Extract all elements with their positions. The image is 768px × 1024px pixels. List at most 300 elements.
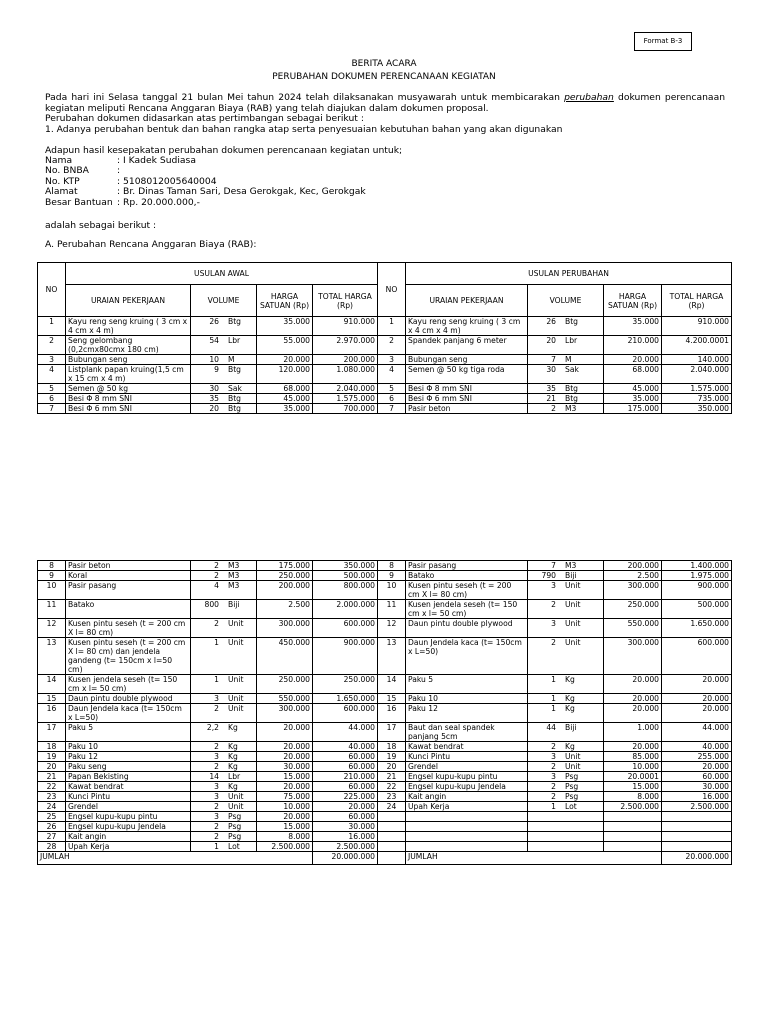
volume-qty: 20: [209, 404, 219, 413]
volume-qty: 2: [214, 571, 219, 580]
no-cell: 20: [38, 762, 66, 772]
no-cell: 16: [378, 704, 406, 723]
volume-unit: Unit: [228, 619, 244, 628]
no-cell: [378, 832, 406, 842]
volume-unit: Psg: [565, 772, 579, 781]
harga-cell: 1.000: [604, 723, 662, 742]
uraian-cell: Bubungan seng: [66, 355, 191, 365]
volume-qty: 1: [214, 842, 219, 851]
volume-qty: 2: [551, 638, 556, 647]
total-cell: 500.000: [313, 571, 378, 581]
total-cell: 16.000: [662, 792, 732, 802]
volume-cell: [191, 561, 257, 571]
harga-cell: 550.000: [257, 694, 313, 704]
table-row: [38, 704, 732, 723]
uraian-cell: Kusen pintu seseh (t = 200 cm X l= 80 cm): [66, 619, 191, 638]
no-cell: 15: [378, 694, 406, 704]
volume-cell: [191, 822, 257, 832]
harga-cell: 68.000: [257, 384, 313, 394]
no-cell: 11: [378, 600, 406, 619]
no-cell: 4: [38, 365, 66, 384]
field-value: : 5108012005640004: [117, 175, 217, 187]
intro-line-1-underlined: perubahan: [564, 92, 614, 103]
harga-cell: 35.000: [604, 317, 662, 336]
no-cell: 12: [378, 619, 406, 638]
header-total: TOTAL HARGA (Rp): [662, 285, 732, 317]
no-cell: 26: [38, 822, 66, 832]
table-row: [38, 404, 732, 414]
volume-cell: [528, 581, 604, 600]
table-row: [38, 822, 732, 832]
total-cell: 16.000: [313, 832, 378, 842]
volume-unit: Btg: [228, 365, 242, 374]
volume-cell: [191, 802, 257, 812]
no-cell: 25: [38, 812, 66, 822]
uraian-cell: Paku 5: [66, 723, 191, 742]
uraian-cell: Grendel: [406, 762, 528, 772]
total-cell: 600.000: [313, 704, 378, 723]
volume-cell: [191, 581, 257, 600]
uraian-cell: Engsel kupu-kupu Jendela: [66, 822, 191, 832]
no-cell: 7: [378, 404, 406, 414]
header-volume: VOLUME: [191, 285, 257, 317]
harga-cell: 20.000: [257, 723, 313, 742]
field-bantuan: [45, 198, 366, 208]
total-cell: 200.000: [313, 355, 378, 365]
total-cell: 350.000: [313, 561, 378, 571]
volume-cell: [528, 742, 604, 752]
no-cell: 16: [38, 704, 66, 723]
volume-cell: [528, 336, 604, 355]
total-cell: 60.000: [662, 772, 732, 782]
header-usulan-perubahan: USULAN PERUBAHAN: [406, 263, 732, 285]
table-row: [38, 723, 732, 742]
no-cell: 24: [378, 802, 406, 812]
harga-cell: 10.000: [257, 802, 313, 812]
volume-cell: [191, 571, 257, 581]
volume-cell: [191, 336, 257, 355]
no-cell: 22: [378, 782, 406, 792]
uraian-cell: Papan Bekisting: [66, 772, 191, 782]
no-cell: 6: [378, 394, 406, 404]
harga-cell: 2.500.000: [257, 842, 313, 852]
no-cell: 9: [38, 571, 66, 581]
volume-unit: Unit: [228, 675, 244, 684]
total-cell: 1.400.000: [662, 561, 732, 571]
table-row: [38, 394, 732, 404]
uraian-cell: Koral: [66, 571, 191, 581]
uraian-cell: Kait angin: [66, 832, 191, 842]
volume-cell: [191, 675, 257, 694]
no-cell: 17: [378, 723, 406, 742]
table-row: [38, 802, 732, 812]
intro-line-1-a: Pada hari ini Selasa tanggal 21 bulan Mei tahun 2024 telah dilaksanakan musyawarah untuk membicarakan: [45, 92, 560, 103]
no-cell: 8: [378, 561, 406, 571]
jumlah-awal: 20.000.000: [313, 852, 378, 865]
volume-cell: [191, 832, 257, 842]
harga-cell: 250.000: [604, 600, 662, 619]
volume-qty: 35: [546, 384, 556, 393]
uraian-cell: Kawat bendrat: [406, 742, 528, 752]
harga-cell: 250.000: [257, 571, 313, 581]
total-cell: 60.000: [313, 762, 378, 772]
total-cell: 20.000: [662, 694, 732, 704]
header-usulan-awal: USULAN AWAL: [66, 263, 378, 285]
harga-cell: 20.000: [257, 355, 313, 365]
total-cell: 40.000: [313, 742, 378, 752]
jumlah-spacer: [378, 852, 406, 865]
total-cell: 900.000: [662, 581, 732, 600]
total-cell: 700.000: [313, 404, 378, 414]
jumlah-perubahan: 20.000.000: [662, 852, 732, 865]
volume-unit: M3: [228, 581, 240, 590]
uraian-cell: [406, 822, 528, 832]
no-cell: 3: [38, 355, 66, 365]
table-row: [38, 742, 732, 752]
volume-cell: [191, 404, 257, 414]
total-cell: [662, 842, 732, 852]
uraian-cell: Besi Φ 8 mm SNI: [406, 384, 528, 394]
volume-cell: [191, 742, 257, 752]
harga-cell: 200.000: [257, 581, 313, 600]
volume-cell: [191, 723, 257, 742]
harga-cell: [604, 822, 662, 832]
volume-qty: 2: [214, 762, 219, 771]
harga-cell: 300.000: [604, 638, 662, 675]
volume-cell: [528, 812, 604, 822]
volume-qty: 3: [214, 782, 219, 791]
recipient-fields: [45, 156, 366, 208]
volume-cell: [191, 772, 257, 782]
table-row: [38, 694, 732, 704]
uraian-cell: [406, 832, 528, 842]
total-cell: 20.000: [662, 675, 732, 694]
total-cell: 30.000: [313, 822, 378, 832]
uraian-cell: Daun Jendela kaca (t= 150cm x L=50): [406, 638, 528, 675]
header-uraian: URAIAN PEKERJAAN: [66, 285, 191, 317]
table-row: [38, 355, 732, 365]
no-cell: [378, 812, 406, 822]
volume-qty: 2: [214, 704, 219, 713]
uraian-cell: [406, 842, 528, 852]
harga-cell: 68.000: [604, 365, 662, 384]
volume-qty: 30: [209, 384, 219, 393]
volume-cell: [191, 694, 257, 704]
volume-qty: 3: [214, 694, 219, 703]
volume-unit: Psg: [228, 812, 242, 821]
volume-cell: [528, 404, 604, 414]
intro-line-1: [45, 93, 725, 103]
total-cell: 1.650.000: [662, 619, 732, 638]
table-row: [38, 792, 732, 802]
volume-qty: 1: [214, 638, 219, 647]
uraian-cell: Listplank papan kruing(1,5 cm x 15 cm x 4 m): [66, 365, 191, 384]
no-cell: 13: [38, 638, 66, 675]
volume-unit: Unit: [228, 704, 244, 713]
header-harga: HARGA SATUAN (Rp): [257, 285, 313, 317]
volume-unit: Btg: [565, 394, 579, 403]
volume-cell: [528, 619, 604, 638]
total-cell: 800.000: [313, 581, 378, 600]
harga-cell: 175.000: [257, 561, 313, 571]
table-row: [38, 619, 732, 638]
volume-qty: 790: [541, 571, 556, 580]
harga-cell: [604, 842, 662, 852]
uraian-cell: Kunci Pintu: [66, 792, 191, 802]
no-cell: 1: [38, 317, 66, 336]
total-cell: 910.000: [313, 317, 378, 336]
harga-cell: 20.000: [604, 694, 662, 704]
no-cell: 13: [378, 638, 406, 675]
volume-cell: [191, 384, 257, 394]
volume-qty: 30: [546, 365, 556, 374]
total-cell: 350.000: [662, 404, 732, 414]
no-cell: 19: [38, 752, 66, 762]
uraian-cell: Pasir pasang: [406, 561, 528, 571]
volume-unit: Unit: [565, 762, 581, 771]
volume-cell: [191, 365, 257, 384]
volume-cell: [191, 704, 257, 723]
intro-line-3: Perubahan dokumen didasarkan atas pertimbangan sebagai berikut :: [45, 113, 364, 124]
volume-unit: Kg: [228, 762, 238, 771]
volume-qty: 3: [551, 752, 556, 761]
uraian-cell: Daun pintu double plywood: [406, 619, 528, 638]
uraian-cell: Kunci Pintu: [406, 752, 528, 762]
volume-unit: Unit: [565, 619, 581, 628]
volume-qty: 2: [214, 742, 219, 751]
total-cell: 225.000: [313, 792, 378, 802]
uraian-cell: Kusen jendela seseh (t= 150 cm x l= 50 cm): [406, 600, 528, 619]
volume-unit: Unit: [565, 600, 581, 609]
volume-unit: Lbr: [228, 772, 241, 781]
harga-cell: 45.000: [257, 394, 313, 404]
agreement-text: Adapun hasil kesepakatan perubahan dokumen perencanaan kegiatan untuk;: [45, 145, 403, 156]
volume-unit: Lot: [565, 802, 577, 811]
jumlah-label: JUMLAH: [38, 852, 313, 865]
harga-cell: 250.000: [257, 675, 313, 694]
uraian-cell: Paku seng: [66, 762, 191, 772]
no-cell: 11: [38, 600, 66, 619]
uraian-cell: Batako: [66, 600, 191, 619]
volume-qty: 10: [209, 355, 219, 364]
table-row: [38, 638, 732, 675]
intro-line-1-b: dokumen perencanaan: [618, 92, 726, 103]
no-cell: 14: [378, 675, 406, 694]
harga-cell: 300.000: [257, 704, 313, 723]
volume-cell: [528, 317, 604, 336]
volume-cell: [191, 782, 257, 792]
no-cell: 2: [38, 336, 66, 355]
uraian-cell: Semen @ 50 kg: [66, 384, 191, 394]
header-total: TOTAL HARGA (Rp): [313, 285, 378, 317]
harga-cell: 10.000: [604, 762, 662, 772]
volume-qty: 2: [551, 792, 556, 801]
harga-cell: 2.500: [257, 600, 313, 619]
volume-unit: Unit: [565, 581, 581, 590]
no-cell: 12: [38, 619, 66, 638]
volume-cell: [191, 355, 257, 365]
harga-cell: 300.000: [604, 581, 662, 600]
total-cell: 250.000: [313, 675, 378, 694]
no-cell: 22: [38, 782, 66, 792]
table-row: [38, 336, 732, 355]
no-cell: 5: [38, 384, 66, 394]
total-cell: 1.650.000: [313, 694, 378, 704]
uraian-cell: Engsel kupu-kupu pintu: [66, 812, 191, 822]
harga-cell: 550.000: [604, 619, 662, 638]
total-cell: 44.000: [313, 723, 378, 742]
volume-cell: [191, 842, 257, 852]
intro-line-4: 1. Adanya perubahan bentuk dan bahan rangka atap serta penyesuaian kebutuhan bahan yang akan digunakan: [45, 124, 563, 135]
harga-cell: 8.000: [257, 832, 313, 842]
field-label: Nama: [45, 155, 73, 166]
uraian-cell: Besi Φ 6 mm SNI: [406, 394, 528, 404]
uraian-cell: Grendel: [66, 802, 191, 812]
volume-qty: 3: [551, 581, 556, 590]
header-uraian: URAIAN PEKERJAAN: [406, 285, 528, 317]
volume-qty: 3: [214, 752, 219, 761]
harga-cell: 55.000: [257, 336, 313, 355]
total-cell: 20.000: [313, 802, 378, 812]
uraian-cell: Upah Kerja: [406, 802, 528, 812]
uraian-cell: Kait angin: [406, 792, 528, 802]
volume-qty: 3: [551, 772, 556, 781]
volume-unit: Biji: [565, 571, 577, 580]
total-cell: 2.040.000: [313, 384, 378, 394]
total-cell: 30.000: [662, 782, 732, 792]
uraian-cell: Besi Φ 8 mm SNI: [66, 394, 191, 404]
field-nama: [45, 156, 366, 166]
harga-cell: 45.000: [604, 384, 662, 394]
total-cell: 1.575.000: [662, 384, 732, 394]
harga-cell: 35.000: [257, 317, 313, 336]
no-cell: 27: [38, 832, 66, 842]
volume-qty: 26: [546, 317, 556, 326]
uraian-cell: Kayu reng seng kruing ( 3 cm x 4 cm x 4 m): [406, 317, 528, 336]
table-row: [38, 581, 732, 600]
volume-unit: Biji: [565, 723, 577, 732]
uraian-cell: Pasir beton: [406, 404, 528, 414]
harga-cell: 75.000: [257, 792, 313, 802]
volume-cell: [528, 571, 604, 581]
no-cell: 19: [378, 752, 406, 762]
volume-cell: [528, 832, 604, 842]
uraian-cell: Paku 10: [66, 742, 191, 752]
total-cell: 1.080.000: [313, 365, 378, 384]
table-row: [38, 772, 732, 782]
volume-qty: 4: [214, 581, 219, 590]
volume-qty: 2: [214, 561, 219, 570]
rab-table-bottom: [37, 560, 732, 865]
total-cell: 4.200.0001: [662, 336, 732, 355]
total-cell: [662, 812, 732, 822]
field-value: : Rp. 20.000.000,-: [117, 196, 200, 208]
volume-unit: Btg: [228, 394, 242, 403]
total-cell: 2.500.000: [313, 842, 378, 852]
volume-unit: Lbr: [228, 336, 241, 345]
volume-qty: 1: [551, 802, 556, 811]
uraian-cell: Pasir pasang: [66, 581, 191, 600]
volume-unit: Biji: [228, 600, 240, 609]
no-cell: 10: [38, 581, 66, 600]
volume-cell: [528, 384, 604, 394]
volume-unit: Kg: [565, 742, 575, 751]
volume-unit: Sak: [565, 365, 579, 374]
volume-cell: [528, 600, 604, 619]
intro-line-2: kegiatan meliputi Rencana Anggaran Biaya (RAB) yang telah diajukan dalam dokumen proposal.: [45, 103, 489, 114]
volume-cell: [528, 704, 604, 723]
field-value: : I Kadek Sudiasa: [117, 155, 196, 166]
harga-cell: 20.0001: [604, 772, 662, 782]
volume-qty: 3: [214, 792, 219, 801]
total-cell: [662, 822, 732, 832]
harga-cell: 2.500.000: [604, 802, 662, 812]
uraian-cell: Daun Jendela kaca (t= 150cm x L=50): [66, 704, 191, 723]
table-row: [38, 782, 732, 792]
volume-unit: Unit: [228, 792, 244, 801]
volume-unit: Btg: [565, 317, 579, 326]
no-cell: 23: [378, 792, 406, 802]
table-row: [38, 571, 732, 581]
volume-qty: 21: [546, 394, 556, 403]
volume-qty: 44: [546, 723, 556, 732]
no-cell: 17: [38, 723, 66, 742]
volume-unit: Kg: [565, 694, 575, 703]
rab-table-top: [37, 262, 732, 414]
total-cell: 255.000: [662, 752, 732, 762]
volume-unit: Psg: [565, 792, 579, 801]
harga-cell: 300.000: [257, 619, 313, 638]
uraian-cell: Daun pintu double plywood: [66, 694, 191, 704]
volume-qty: 35: [209, 394, 219, 403]
table-row: [38, 832, 732, 842]
volume-cell: [191, 752, 257, 762]
volume-cell: [528, 675, 604, 694]
volume-qty: 2: [214, 619, 219, 628]
uraian-cell: Engsel kupu-kupu pintu: [406, 772, 528, 782]
volume-qty: 2: [214, 832, 219, 841]
uraian-cell: Semen @ 50 kg tiga roda: [406, 365, 528, 384]
uraian-cell: [406, 812, 528, 822]
volume-qty: 1: [551, 694, 556, 703]
volume-qty: 1: [214, 675, 219, 684]
uraian-cell: Kusen pintu seseh (t = 200 cm X l= 80 cm) dan jendela gandeng (t= 150cm x l=50 cm): [66, 638, 191, 675]
volume-cell: [528, 792, 604, 802]
volume-unit: M3: [565, 404, 577, 413]
no-cell: 6: [38, 394, 66, 404]
volume-cell: [528, 638, 604, 675]
harga-cell: 15.000: [257, 772, 313, 782]
field-label: Alamat: [45, 186, 78, 198]
volume-qty: 2: [214, 802, 219, 811]
harga-cell: 20.000: [604, 355, 662, 365]
total-cell: 900.000: [313, 638, 378, 675]
harga-cell: 15.000: [257, 822, 313, 832]
total-cell: 60.000: [313, 752, 378, 762]
volume-cell: [191, 792, 257, 802]
header-harga: HARGA SATUAN (Rp): [604, 285, 662, 317]
harga-cell: [604, 832, 662, 842]
volume-cell: [528, 802, 604, 812]
volume-unit: Unit: [228, 638, 244, 647]
header-volume: VOLUME: [528, 285, 604, 317]
uraian-cell: Paku 5: [406, 675, 528, 694]
volume-unit: Lbr: [565, 336, 578, 345]
no-cell: 1: [378, 317, 406, 336]
uraian-cell: Kusen pintu seseh (t = 200 cm X l= 80 cm): [406, 581, 528, 600]
uraian-cell: Paku 12: [66, 752, 191, 762]
no-cell: 28: [38, 842, 66, 852]
